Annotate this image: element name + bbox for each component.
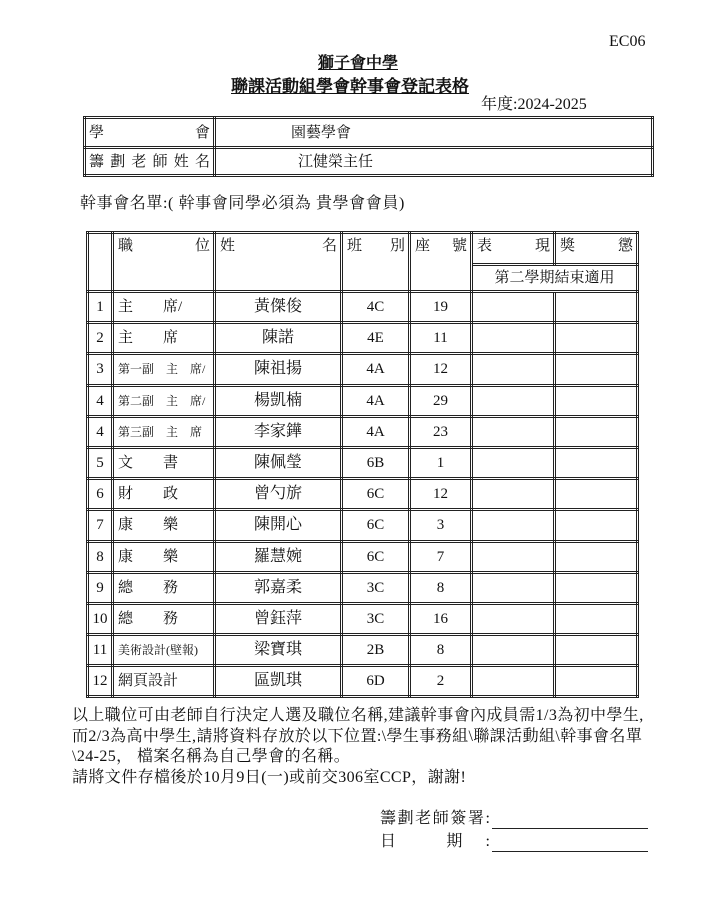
reward-penalty-cell bbox=[555, 603, 638, 634]
footer-note-line: 以上職位可由老師自行決定人選及職位名稱,建議幹事會內成員需1/3為初中學生, bbox=[72, 707, 644, 724]
class-cell: 3C bbox=[342, 572, 410, 603]
class-cell: 4A bbox=[342, 385, 410, 416]
class-cell: 4A bbox=[342, 416, 410, 447]
class-cell: 3C bbox=[342, 603, 410, 634]
seat-number-cell: 11 bbox=[410, 323, 472, 354]
reward-penalty-cell bbox=[555, 479, 638, 510]
seat-number-cell: 3 bbox=[410, 510, 472, 541]
table-row bbox=[88, 603, 638, 634]
reward-penalty-cell bbox=[555, 416, 638, 447]
seat-number-cell: 1 bbox=[410, 447, 472, 478]
row-number: 3 bbox=[88, 354, 113, 385]
position-cell: 第三副 主 席 bbox=[113, 416, 215, 447]
class-cell: 4E bbox=[342, 323, 410, 354]
student-name-cell: 曾勺旂 bbox=[215, 479, 342, 510]
performance-cell bbox=[472, 603, 555, 634]
seat-number-cell: 12 bbox=[410, 479, 472, 510]
position-cell: 總 務 bbox=[113, 603, 215, 634]
seat-number-cell: 8 bbox=[410, 635, 472, 666]
reward-penalty-cell bbox=[555, 572, 638, 603]
position-cell: 總 務 bbox=[113, 572, 215, 603]
performance-cell bbox=[472, 541, 555, 572]
header-number bbox=[88, 233, 113, 292]
teacher-row bbox=[85, 148, 653, 176]
row-number: 2 bbox=[88, 323, 113, 354]
reward-penalty-cell bbox=[555, 292, 638, 323]
table-row bbox=[88, 292, 638, 323]
class-cell: 6C bbox=[342, 541, 410, 572]
table-row bbox=[88, 572, 638, 603]
performance-cell bbox=[472, 666, 555, 697]
performance-cell bbox=[472, 572, 555, 603]
reward-penalty-cell bbox=[555, 385, 638, 416]
committee-table bbox=[86, 231, 639, 698]
document-code: EC06 bbox=[609, 33, 646, 50]
position-cell: 康 樂 bbox=[113, 510, 215, 541]
date-line bbox=[492, 833, 648, 852]
committee-note: 幹事會名單:( 幹事會同學必須為 貴學會會員) bbox=[80, 195, 405, 212]
reward-penalty-cell bbox=[555, 447, 638, 478]
table-row bbox=[88, 635, 638, 666]
header-term-note: 第二學期結束適用 bbox=[472, 265, 638, 292]
position-cell: 文 書 bbox=[113, 447, 215, 478]
performance-cell bbox=[472, 323, 555, 354]
table-row bbox=[88, 416, 638, 447]
position-cell: 第一副 主 席/ bbox=[113, 354, 215, 385]
student-name-cell: 黃傑俊 bbox=[215, 292, 342, 323]
performance-cell bbox=[472, 510, 555, 541]
reward-penalty-cell bbox=[555, 666, 638, 697]
society-value: 園藝學會 bbox=[215, 118, 653, 148]
footer-note-line: \24-25， 檔案名稱為自己學會的名稱。 bbox=[72, 748, 351, 765]
student-name-cell: 陳諾 bbox=[215, 323, 342, 354]
performance-cell bbox=[472, 292, 555, 323]
student-name-cell: 陳祖揚 bbox=[215, 354, 342, 385]
student-name-cell: 楊凱楠 bbox=[215, 385, 342, 416]
position-cell: 康 樂 bbox=[113, 541, 215, 572]
performance-cell bbox=[472, 385, 555, 416]
header-position: 職 位 bbox=[113, 233, 215, 292]
table-row bbox=[88, 666, 638, 697]
student-name-cell: 曾鈺萍 bbox=[215, 603, 342, 634]
seat-number-cell: 7 bbox=[410, 541, 472, 572]
header-name: 姓 名 bbox=[215, 233, 342, 292]
reward-penalty-cell bbox=[555, 510, 638, 541]
student-name-cell: 郭嘉柔 bbox=[215, 572, 342, 603]
student-name-cell: 梁寶琪 bbox=[215, 635, 342, 666]
class-cell: 4A bbox=[342, 354, 410, 385]
row-number: 12 bbox=[88, 666, 113, 697]
seat-number-cell: 19 bbox=[410, 292, 472, 323]
class-cell: 6D bbox=[342, 666, 410, 697]
student-name-cell: 李家鏵 bbox=[215, 416, 342, 447]
class-cell: 6C bbox=[342, 479, 410, 510]
header-class: 班 別 bbox=[342, 233, 410, 292]
row-number: 6 bbox=[88, 479, 113, 510]
performance-cell bbox=[472, 354, 555, 385]
table-row bbox=[88, 323, 638, 354]
table-row bbox=[88, 510, 638, 541]
position-cell: 第二副 主 席/ bbox=[113, 385, 215, 416]
school-year: 年度:2024-2025 bbox=[481, 96, 587, 113]
footer-note-line: 而2/3為高中學生,請將資料存放於以下位置:\學生事務組\聯課活動組\幹事會名單 bbox=[72, 727, 643, 745]
table-row bbox=[88, 385, 638, 416]
school-name: 獅子會中學 bbox=[317, 55, 398, 72]
seat-number-cell: 12 bbox=[410, 354, 472, 385]
class-cell: 2B bbox=[342, 635, 410, 666]
header-performance: 表 現 bbox=[472, 233, 555, 265]
position-cell: 美術設計(壁報) bbox=[113, 635, 215, 666]
header-seat-number: 座 號 bbox=[410, 233, 472, 292]
class-cell: 6B bbox=[342, 447, 410, 478]
row-number: 5 bbox=[88, 447, 113, 478]
reward-penalty-cell bbox=[555, 323, 638, 354]
student-name-cell: 陳開心 bbox=[215, 510, 342, 541]
row-number: 4 bbox=[88, 416, 113, 447]
performance-cell bbox=[472, 447, 555, 478]
student-name-cell: 區凱琪 bbox=[215, 666, 342, 697]
seat-number-cell: 2 bbox=[410, 666, 472, 697]
position-cell: 財 政 bbox=[113, 479, 215, 510]
row-number: 1 bbox=[88, 292, 113, 323]
row-number: 10 bbox=[88, 603, 113, 634]
teacher-signature-row bbox=[380, 810, 648, 829]
seat-number-cell: 29 bbox=[410, 385, 472, 416]
footer-notes bbox=[72, 706, 644, 788]
performance-cell bbox=[472, 416, 555, 447]
position-cell: 主 席 bbox=[113, 323, 215, 354]
student-name-cell: 羅慧婉 bbox=[215, 541, 342, 572]
teacher-signature-label: 籌劃老師簽署: bbox=[380, 810, 490, 827]
teacher-value: 江健榮主任 bbox=[215, 148, 653, 176]
seat-number-cell: 16 bbox=[410, 603, 472, 634]
footer-note-line: 請將文件存檔後於10月9日(一)或前交306室CCP，謝謝! bbox=[72, 768, 467, 786]
reward-penalty-cell bbox=[555, 541, 638, 572]
class-cell: 6C bbox=[342, 510, 410, 541]
row-number: 8 bbox=[88, 541, 113, 572]
society-row bbox=[85, 118, 653, 148]
performance-cell bbox=[472, 635, 555, 666]
society-label: 學 會 bbox=[85, 118, 215, 148]
seat-number-cell: 23 bbox=[410, 416, 472, 447]
reward-penalty-cell bbox=[555, 635, 638, 666]
date-label: 日 期: bbox=[380, 833, 490, 850]
seat-number-cell: 8 bbox=[410, 572, 472, 603]
teacher-label: 籌 劃 老 師 姓 名 bbox=[85, 148, 215, 176]
table-row bbox=[88, 447, 638, 478]
row-number: 9 bbox=[88, 572, 113, 603]
form-title: 聯課活動組學會幹事會登記表格 bbox=[231, 77, 469, 96]
table-row bbox=[88, 354, 638, 385]
row-number: 11 bbox=[88, 635, 113, 666]
table-row bbox=[88, 541, 638, 572]
position-cell: 網頁設計 bbox=[113, 666, 215, 697]
table-header-row bbox=[88, 233, 638, 265]
student-name-cell: 陳佩瑩 bbox=[215, 447, 342, 478]
society-info-table bbox=[83, 116, 654, 177]
row-number: 4 bbox=[88, 385, 113, 416]
performance-cell bbox=[472, 479, 555, 510]
row-number: 7 bbox=[88, 510, 113, 541]
class-cell: 4C bbox=[342, 292, 410, 323]
reward-penalty-cell bbox=[555, 354, 638, 385]
teacher-signature-line bbox=[492, 810, 648, 829]
header-reward-penalty: 獎 懲 bbox=[555, 233, 638, 265]
table-row bbox=[88, 479, 638, 510]
position-cell: 主 席/ bbox=[113, 292, 215, 323]
date-row bbox=[380, 833, 648, 852]
